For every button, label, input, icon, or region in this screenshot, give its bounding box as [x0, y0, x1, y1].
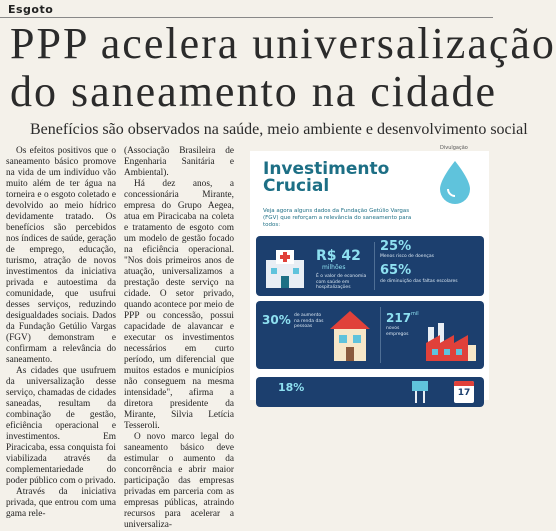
stat-3-value: 65%: [380, 263, 412, 278]
article-column-1: [6, 146, 116, 520]
stat-7-value: 17: [457, 388, 471, 398]
stat-4-text: de aumento na renda das pessoas: [294, 313, 324, 329]
subtitle: Benefícios são observados na saúde, meio ambiente e desenvolvimento social: [30, 121, 528, 138]
infographic-title-line-1: Investimento: [263, 159, 390, 179]
stat-1-text: É o valor de economia com saúde em hospitalizações: [316, 274, 367, 290]
stat-5-text: novos empregos: [386, 326, 409, 337]
stats-panel-bottom: [256, 377, 484, 407]
section-rule-top: [0, 17, 493, 18]
divider: [374, 242, 375, 290]
article-column-2: [124, 146, 234, 531]
house-icon: [326, 307, 374, 365]
paragraph: Através da iniciativa privada, que entrou com uma gama rele-: [6, 487, 116, 519]
factory-icon: [424, 319, 478, 363]
divider: [380, 307, 381, 363]
stat-3-text: de diminuição das faltas escolares: [380, 279, 458, 284]
stat-1-unit: milhões: [322, 264, 346, 271]
hospital-icon: [262, 248, 308, 290]
stat-2-value: 25%: [380, 239, 412, 254]
stat-4-value: 30%: [262, 313, 291, 327]
infographic: [250, 151, 489, 400]
paragraph: (Associação Brasileira de Engenharia Sanitária e Ambiental).: [124, 146, 234, 178]
stat-6-value: 18%: [278, 381, 305, 394]
paragraph: Os efeitos positivos que o saneamento básico promove na vida de um indivíduo vão muito além de ter água na torneira e o esgoto coletado e devolvido ao meio hídrico devidamente tratado. Os benefícios são percebidos nos índices de saúde, geração de emprego, educação, turismo, atração de novos investimentos da iniciativa privada e autoestima da comunidade, que usufrui desses serviços, reduzindo desigualdades sociais. Dados da Fundação Getúlio Vargas (FGV) demonstram e confirmam a relevância do saneamento.: [6, 146, 116, 365]
calendar-icon: [454, 381, 474, 403]
paragraph: Há dez anos, a concessionária Mirante, empresa do Grupo Aegea, atua em Piracicaba na coleta e tratamento de esgoto com um modelo de gestão focado na eficiência operacional. "Nos dois primeiros anos de atuação, universalizamos a prestação deste serviço na cidade. O setor privado, quando acontece por meio de PPP ou concessão, possui capacidade de alavancar e executar os investimentos necessários em curto período, um diferencial que muitos estados e municípios não conseguem na mesma intensidade", afirma a diretora presidente da Mirante, Silvia Letícia Tesseroli.: [124, 179, 234, 431]
paragraph: O novo marco legal do saneamento básico deve estimular o aumento da concorrência e abrir maior participação das empresas privadas em parceria com as empresas públicas, atraindo recursos para acelerar a universaliza-: [124, 432, 234, 530]
headline-line-2: do saneamento na cidade: [10, 67, 498, 116]
stat-1-value: R$ 42: [316, 248, 361, 264]
section-label: Esgoto: [8, 3, 54, 16]
stat-5-unit: mil: [411, 311, 419, 317]
stats-panel-top: [256, 236, 484, 296]
stat-2-text: Menos risco de doenças: [380, 254, 434, 259]
paragraph: As cidades que usufruem da universalização desse serviço, chamadas de cidades saneadas, resultam da combinação de gestão, eficiência operacional e investimentos. Em Piracicaba, essa conquista foi viabilizada através da complementariedade do poder público com o privado.: [6, 366, 116, 486]
infographic-lead: Veja agora alguns dados da Fundação Getúlio Vargas (FGV) que reforçam a relevância do saneamento para todos:: [263, 208, 412, 228]
stats-panel-middle: [256, 301, 484, 369]
water-tower-icon: [406, 379, 434, 405]
infographic-title: [263, 161, 389, 195]
stat-5-value: 217: [386, 311, 412, 325]
headline-line-1: PPP acelera universalização: [10, 19, 556, 68]
infographic-title-line-2: Crucial: [263, 176, 330, 196]
photo-credit: Divulgação: [440, 145, 468, 151]
water-drop-icon: [435, 159, 475, 205]
